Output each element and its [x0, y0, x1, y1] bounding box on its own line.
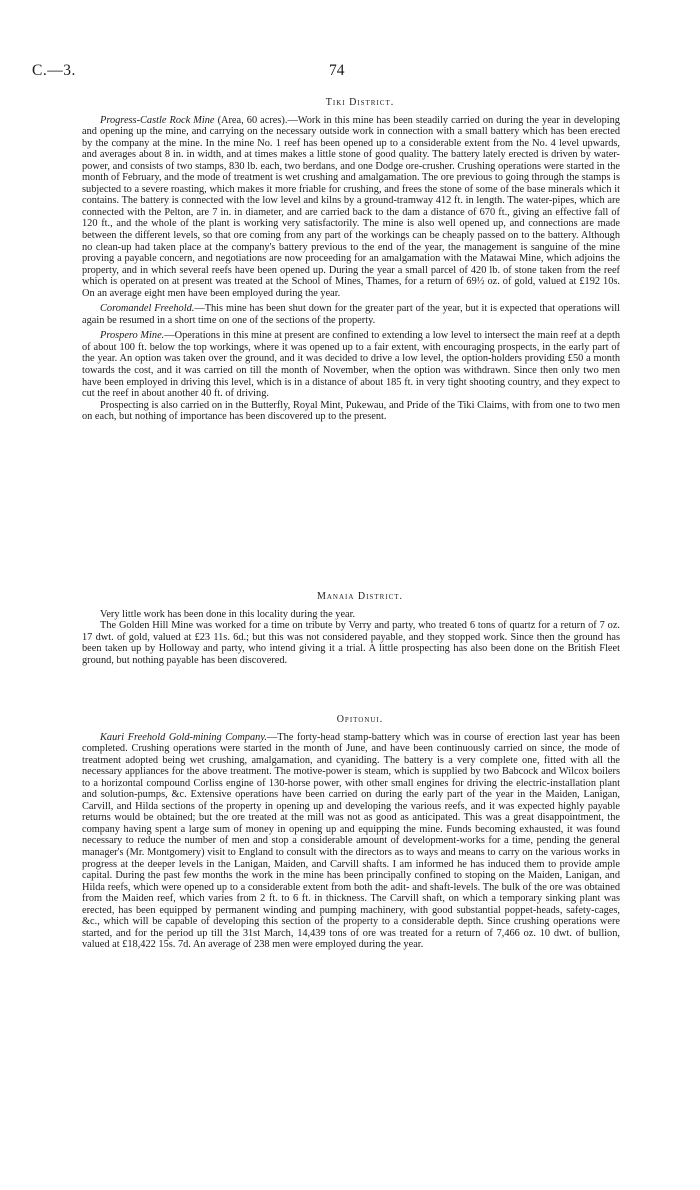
document-reference: C.—3. [32, 62, 76, 79]
opitonui-heading: Opitonui. [336, 714, 384, 725]
opitonui-section [82, 714, 620, 951]
coromandel-freehold-paragraph: Coromandel Freehold.—This mine has been shut down for the greater part of the year, but it is expected that operations will again be resumed in a short time on one of the sections of the property. [82, 303, 621, 326]
golden-hill-paragraph: The Golden Hill Mine was worked for a time on tribute by Verry and party, who treated 6 tons of quartz for a return of 7 oz. 17 dwt. of gold, valued at £23 11s. 6d.; but this was not considered payable, and they stopped work. Since then the ground has been taken up by Holloway and party, who intend giving it a trial. A little prospecting has also been done on the British Fleet ground, but nothing payable has been discovered. [82, 620, 620, 666]
tiki-district-section [82, 97, 620, 423]
prospecting-paragraph: Prospecting is also carried on in the Butterfly, Royal Mint, Pukewau, and Pride of the Tiki Claims, with from one to two men on each, but nothing of importance has been discovered up to the present. [82, 399, 620, 423]
page-number: 74 [329, 62, 345, 79]
manaia-district-section [82, 591, 620, 666]
prospero-mine-title: Prospero Mine. [100, 330, 165, 342]
manaia-intro-paragraph: Very little work has been done in this locality during the year. [100, 608, 356, 620]
progress-castle-rock-paragraph: Progress-Castle Rock Mine (Area, 60 acres).—Work in this mine has been steadily carried on during the year in developing and opening up the mine, and carrying on the necessary outside work in connection with a small battery which has been erected by the company at the mine. In the mine No. 1 reef has been opened up to a considerable extent from the No. 4 level upwards, and averages about 8 in. in width, and at times makes a little stone of good quality. The battery lately erected is driven by water-power, and consists of two stamps, 830 lb. each, two berdans, and one Dodge ore-crusher. Crushing operations were started in the month of February, and the mode of treatment is wet crushing and amalgamation. The ore previous to going through the stamps is subjected to a severe roasting, which makes it more friable for crushing, and frees the stone of some of the base minerals which it contains. The battery is connected with the low level and kilns by a ground-tramway 412 ft. in length. The water-pipes, which are connected with the Pelton, are 7 in. in diameter, and are carried back to the dam a distance of 670 ft., giving an effective fall of 120 ft., and the whole of the plant is working very satisfactorily. The mine is also well opened up, and connections are made between the different levels, so that ore coming from any part of the workings can be cheaply passed on to the battery. Although no clean-up had taken place at the company's battery previous to the end of the year, the management is sanguine of the mine proving a payable concern, and negotiations are now proceeding for an amalgamation with the Matawai Mine, which adjoins the property, and in which several reefs have been opened up. During the year a small parcel of 420 lb. of stone taken from the reef which is operated on at present was treated at the School of Mines, Thames, for a return of 69½ oz. of gold, valued at £192 10s. On an average eight men have been employed during the year. [82, 114, 620, 299]
page-header [32, 62, 652, 82]
kauri-freehold-paragraph: Kauri Freehold Gold-mining Company.—The forty-head stamp-battery which was in course of erection last year has been completed. Crushing operations were started in the month of June, and have been continuously carried on since, the mode of treatment adopted being wet crushing, amalgamation, and cyaniding. The battery is a very complete one, fitted with all the necessary appliances for the above treatment. The motive-power is steam, which is supplied by two Babcock and Wilcox boilers to a horizontal compound Corliss engine of 130-horse power, with other small engines for driving the electric-installation plant and solution-pumps, &c. Extensive operations have been carried on during the early part of the year in the Maiden, Lanigan, Carvill, and Hilda sections of the property in opening up and developing the various reefs, and it was expected highly payable returns would be obtained; but the ore treated at the mill was not as good as anticipated. This was a great disappointment, the company having spent a large sum of money in opening up and equipping the mine. Funds becoming exhausted, it was found necessary to reduce the number of men and stop a considerable amount of development-works for a time, pending the general manager's (Mr. Montgomery) visit to England to consult with the directors as to ways and means to carry on the various works in progress at the deeper levels in the Lanigan, Maiden, and Carvill shafts. I am informed he has induced them to provide ample capital. During the past few months the work in the mine has been principally confined to stoping on the Maiden, Lanigan, and Hilda reefs, which were opened up to a considerable extent from both the adit- and shaft-levels. The bulk of the ore was obtained from the Maiden reef, which varies from 2 ft. to 6 ft. in thickness. The Carvill shaft, on which a temporary sinking plant was erected, has been equipped by permanent winding and pumping machinery, with good substantial poppet-heads, safety-cages, &c., which will be capable of developing this section of the property to a considerable depth. Since crushing operations were started, and for the period up till the 31st March, 14,439 tons of ore was treated for a return of 7,466 oz. 10 dwt. of bullion, valued at £18,422 15s. 7d. An average of 238 men were employed during the year. [82, 731, 620, 951]
coromandel-freehold-title: Coromandel Freehold. [100, 303, 195, 315]
prospero-mine-paragraph: Prospero Mine.—Operations in this mine at present are confined to extending a low level to intersect the main reef at a depth of about 100 ft. below the top workings, where it was opened up to a fair extent, with encouraging prospects, in the early part of the year. An option was taken over the ground, and it was decided to drive a low level, the option-holders providing £50 a month towards the cost, and it was carried on till the month of November, when the option was withdrawn. Since then only two men have been employed in driving this level, which is in a distance of about 185 ft. in very tight shooting country, and they expect to cut the reef in about another 40 ft. of driving. [82, 330, 620, 400]
progress-castle-rock-title: Progress-Castle Rock Mine [100, 114, 215, 126]
kauri-freehold-title: Kauri Freehold Gold-mining Company. [100, 731, 267, 743]
tiki-district-heading: Tiki District. [325, 97, 395, 108]
manaia-district-heading: Manaia District. [316, 591, 404, 602]
